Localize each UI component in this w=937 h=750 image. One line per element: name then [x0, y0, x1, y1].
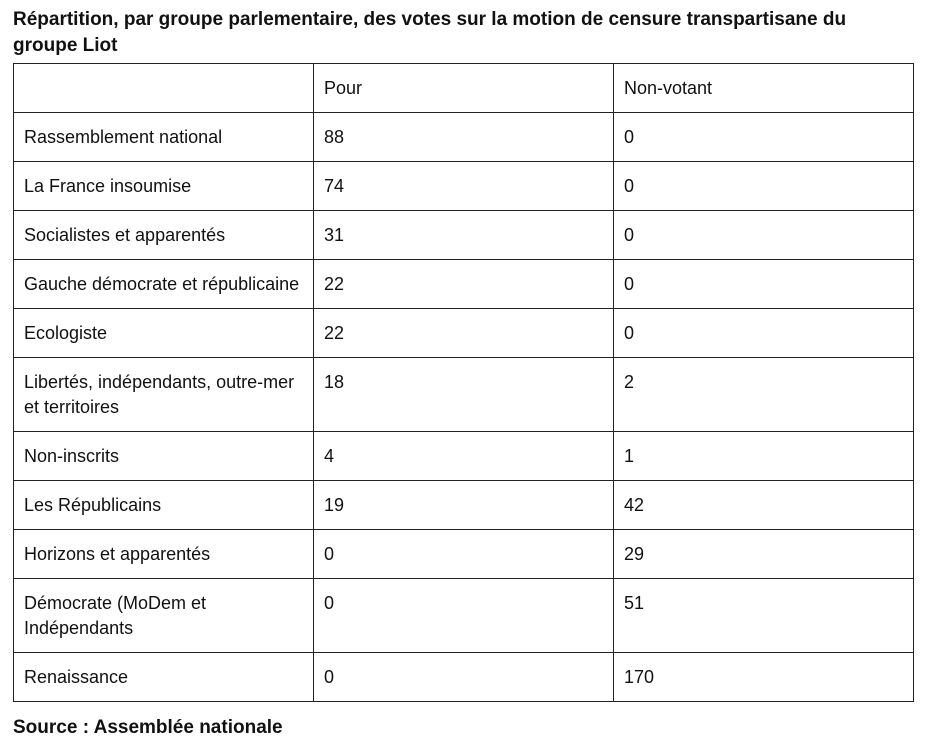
pour-cell: 4 [314, 432, 614, 481]
group-cell: Les Républicains [14, 481, 314, 530]
header-group [14, 64, 314, 113]
table-row [14, 260, 914, 309]
table-row [14, 113, 914, 162]
table-row [14, 653, 914, 702]
header-non-votant: Non-votant [614, 64, 914, 113]
source-note: Source : Assemblée nationale [13, 717, 283, 738]
non-votant-cell: 1 [614, 432, 914, 481]
non-votant-cell: 29 [614, 530, 914, 579]
group-cell: La France insoumise [14, 162, 314, 211]
votes-table [13, 63, 914, 702]
pour-cell: 88 [314, 113, 614, 162]
non-votant-cell: 170 [614, 653, 914, 702]
pour-cell: 22 [314, 260, 614, 309]
pour-cell: 0 [314, 579, 614, 653]
pour-cell: 0 [314, 653, 614, 702]
non-votant-cell: 2 [614, 358, 914, 432]
table-row [14, 358, 914, 432]
pour-cell: 31 [314, 211, 614, 260]
table-body [14, 113, 914, 702]
non-votant-cell: 51 [614, 579, 914, 653]
non-votant-cell: 0 [614, 260, 914, 309]
group-cell: Libertés, indépendants, outre-mer et territoires [14, 358, 314, 432]
group-cell: Non-inscrits [14, 432, 314, 481]
pour-cell: 0 [314, 530, 614, 579]
non-votant-cell: 0 [614, 113, 914, 162]
non-votant-cell: 0 [614, 309, 914, 358]
table-title: Répartition, par groupe parlementaire, des votes sur la motion de censure transpartisane du groupe Liot [13, 9, 847, 56]
table-row [14, 162, 914, 211]
header-pour: Pour [314, 64, 614, 113]
group-cell: Gauche démocrate et républicaine [14, 260, 314, 309]
group-cell: Horizons et apparentés [14, 530, 314, 579]
group-cell: Renaissance [14, 653, 314, 702]
non-votant-cell: 42 [614, 481, 914, 530]
pour-cell: 22 [314, 309, 614, 358]
pour-cell: 74 [314, 162, 614, 211]
table-row [14, 481, 914, 530]
table-row [14, 432, 914, 481]
non-votant-cell: 0 [614, 211, 914, 260]
pour-cell: 19 [314, 481, 614, 530]
group-cell: Socialistes et apparentés [14, 211, 314, 260]
table-row [14, 309, 914, 358]
pour-cell: 18 [314, 358, 614, 432]
non-votant-cell: 0 [614, 162, 914, 211]
table-row [14, 530, 914, 579]
group-cell: Démocrate (MoDem et Indépendants [14, 579, 314, 653]
group-cell: Rassemblement national [14, 113, 314, 162]
group-cell: Ecologiste [14, 309, 314, 358]
table-row [14, 579, 914, 653]
table-row [14, 211, 914, 260]
table-header-row [14, 64, 914, 113]
